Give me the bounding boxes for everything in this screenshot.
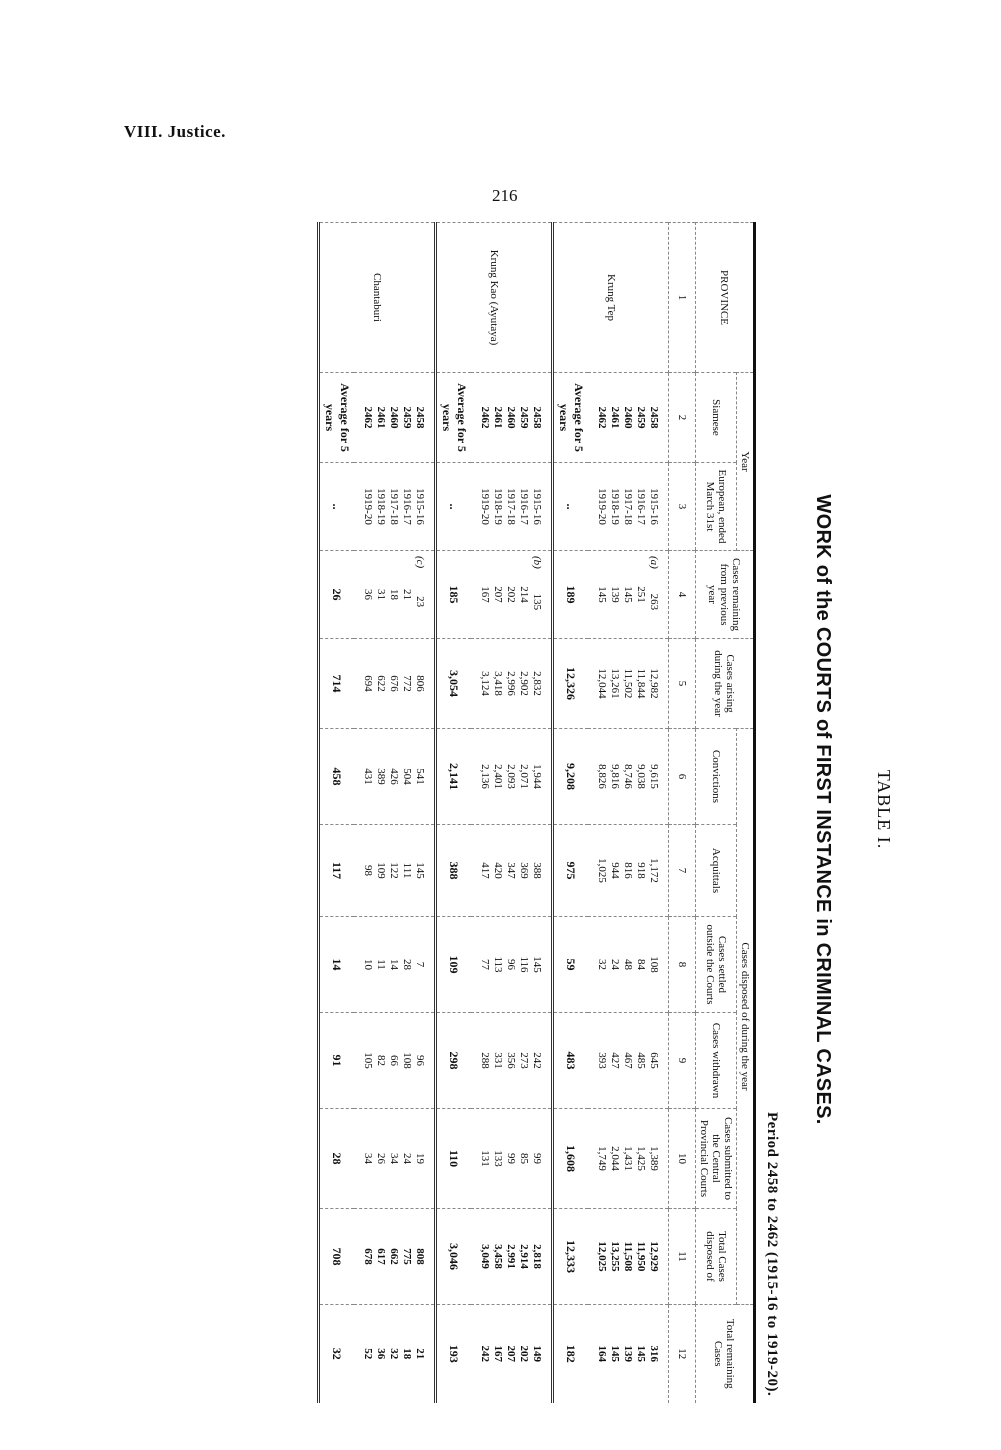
cell-value: 12,982 (648, 668, 661, 699)
cell-value: 11,508 (622, 1241, 635, 1272)
average-european: .. (318, 463, 354, 551)
cell-value: 113 (492, 956, 505, 973)
cell-value: 2459 (518, 406, 531, 429)
cell-value: 24 (401, 1153, 414, 1164)
cell-value: 645 (648, 1052, 661, 1069)
cell-total-remaining (588, 1305, 669, 1403)
header-arising: Cases arising during the year (695, 639, 754, 729)
cell-value: 96 (414, 1055, 427, 1066)
cell-value: 775 (401, 1248, 414, 1265)
cell-value: 99 (505, 1153, 518, 1164)
cell-total-remaining (471, 1305, 553, 1403)
cell-value: 1,749 (596, 1146, 609, 1171)
cell-value: 2459 (635, 406, 648, 429)
header-disposed-group: Cases disposed of during the year (736, 729, 754, 1305)
average-total-disposed: 12,333 (552, 1209, 588, 1305)
cell-value: 96 (505, 959, 518, 970)
cell-value: 77 (479, 959, 492, 970)
cell-value: 11,844 (635, 668, 648, 699)
cell-value: 34 (388, 1153, 401, 1164)
cell-value: 18 (401, 1348, 414, 1360)
average-arising: 12,326 (552, 639, 588, 729)
cell-value: 21 (401, 589, 414, 600)
cell-value: 32 (596, 959, 609, 970)
cell-value: 11,950 (635, 1241, 648, 1272)
cell-value: 2,818 (531, 1244, 544, 1269)
cell-value: 1917-18 (388, 488, 401, 525)
cell-value: 10 (362, 959, 375, 970)
cell-value: 2,071 (518, 764, 531, 789)
cell-siamese (354, 373, 436, 463)
criminal-cases-table (317, 222, 756, 1403)
average-convictions: 9,208 (552, 729, 588, 825)
cell-value: 145 (635, 1345, 648, 1363)
cell-value: 806 (414, 675, 427, 692)
average-row (552, 223, 588, 1403)
cell-value: 12,025 (596, 1241, 609, 1272)
cell-value: 417 (479, 862, 492, 879)
cell-value: 694 (362, 675, 375, 692)
cell-value: 1,425 (635, 1146, 648, 1171)
cell-value: 816 (622, 862, 635, 879)
cell-value: 467 (622, 1052, 635, 1069)
cell-value: 242 (479, 1345, 492, 1363)
cell-value: 116 (518, 956, 531, 973)
header-total-disposed: Total Cases disposed of (695, 1209, 736, 1305)
cell-value: 31 (375, 589, 388, 600)
cell-value: 331 (492, 1052, 505, 1069)
cell-value: 3,418 (492, 671, 505, 696)
cell-value: 678 (362, 1248, 375, 1265)
cell-value: 504 (401, 768, 414, 785)
cell-value: 3,458 (492, 1244, 505, 1269)
cell-value: 2,401 (492, 764, 505, 789)
cell-value: 105 (362, 1052, 375, 1069)
cell-value: 34 (362, 1153, 375, 1164)
cell-value: 3,049 (479, 1244, 492, 1269)
cell-value: 3,124 (479, 671, 492, 696)
cell-value: 1,025 (596, 858, 609, 883)
table-body (318, 223, 668, 1403)
cell-value: 1916-17 (401, 488, 414, 525)
cell-value: 109 (375, 862, 388, 879)
average-settled: 109 (435, 917, 471, 1013)
cell-settled (588, 917, 669, 1013)
cell-european (471, 463, 553, 551)
cell-value: 1915-16 (531, 488, 544, 525)
cell-value: 1918-19 (375, 488, 388, 525)
cell-remaining-prev (471, 551, 553, 639)
cell-value: 2461 (492, 406, 505, 429)
cell-arising (588, 639, 669, 729)
cell-value: 214 (518, 586, 531, 603)
cell-value: 273 (518, 1052, 531, 1069)
average-row (435, 223, 471, 1403)
cell-value: 427 (609, 1052, 622, 1069)
cell-value: 316 (648, 1345, 661, 1363)
header-total-remaining: Total remaining Cases (695, 1305, 754, 1403)
cell-remaining-prev (588, 551, 669, 639)
average-arising: 3,054 (435, 639, 471, 729)
table-row (354, 223, 436, 1403)
cell-remaining-prev (354, 551, 436, 639)
col-number: 1 (668, 223, 695, 373)
cell-value: 36 (362, 589, 375, 600)
cell-convictions (354, 729, 436, 825)
section-heading: VIII. Justice. (124, 122, 226, 141)
cell-value: 207 (505, 1345, 518, 1363)
cell-value: 207 (492, 586, 505, 603)
header-convictions: Convictions (695, 729, 736, 825)
cell-arising (354, 639, 436, 729)
cell-total-disposed (471, 1209, 553, 1305)
cell-value: 85 (518, 1153, 531, 1164)
cell-value: 202 (505, 586, 518, 603)
cell-submitted (471, 1109, 553, 1209)
cell-value: 66 (388, 1055, 401, 1066)
cell-settled (354, 917, 436, 1013)
cell-value: 288 (479, 1052, 492, 1069)
col-number: 11 (668, 1209, 695, 1305)
cell-value: 145 (622, 586, 635, 603)
cell-european (354, 463, 436, 551)
cell-value: 1916-17 (518, 488, 531, 525)
cell-value: 356 (505, 1052, 518, 1069)
cell-value: 1919-20 (362, 488, 375, 525)
col-number: 2 (668, 373, 695, 463)
average-acquittals: 975 (552, 825, 588, 917)
cell-value: 2,991 (505, 1244, 518, 1269)
header-settled: Cases settled outside the Courts (695, 917, 736, 1013)
cell-value: 1917-18 (505, 488, 518, 525)
cell-value: 1,431 (622, 1146, 635, 1171)
table-title: TABLE I. (874, 769, 894, 850)
average-total-disposed: 708 (318, 1209, 354, 1305)
table-row (588, 223, 669, 1403)
cell-value: 11 (375, 959, 388, 970)
cell-value: 21 (414, 1348, 427, 1360)
cell-value: 139 (622, 1345, 635, 1363)
average-withdrawn: 91 (318, 1013, 354, 1109)
cell-value: 84 (635, 959, 648, 970)
page-number: 216 (492, 186, 518, 205)
province-name: Chantaburi (318, 223, 435, 373)
cell-value: 2461 (609, 406, 622, 429)
cell-value: 12,044 (596, 668, 609, 699)
cell-value: 1919-20 (479, 488, 492, 525)
col-number: 8 (668, 917, 695, 1013)
header-european: European, ended March 31st (695, 463, 736, 551)
cell-value: 1918-19 (492, 488, 505, 525)
cell-value: 393 (596, 1052, 609, 1069)
cell-total-disposed (588, 1209, 669, 1305)
cell-withdrawn (471, 1013, 553, 1109)
col-number: 7 (668, 825, 695, 917)
col-number: 6 (668, 729, 695, 825)
average-remaining-prev: 189 (552, 551, 588, 639)
cell-value: 28 (401, 959, 414, 970)
cell-value: 2461 (375, 406, 388, 429)
cell-siamese (588, 373, 669, 463)
rotated-table-block (271, 212, 906, 1407)
cell-value: 2,902 (518, 671, 531, 696)
average-withdrawn: 483 (552, 1013, 588, 1109)
cell-value: 135 (531, 593, 544, 611)
cell-value: 1,389 (648, 1146, 661, 1171)
cell-value: 149 (531, 1345, 544, 1363)
cell-value: 2458 (648, 406, 661, 429)
cell-european (588, 463, 669, 551)
cell-value: 9,615 (648, 764, 661, 789)
cell-submitted (588, 1109, 669, 1209)
average-acquittals: 388 (435, 825, 471, 917)
cell-settled (471, 917, 553, 1013)
cell-value: 108 (401, 1052, 414, 1069)
cell-value: 1915-16 (648, 488, 661, 525)
cell-value: 24 (609, 959, 622, 970)
col-number: 12 (668, 1305, 695, 1403)
average-total-disposed: 3,046 (435, 1209, 471, 1305)
province-name: Krung Tep (552, 223, 668, 373)
header-row-1 (736, 223, 754, 1403)
cell-value: 145 (414, 862, 427, 879)
period-label: Period 2458 to 2462 (1915-16 to 1919-20). (764, 1112, 780, 1397)
average-label: Average for 5 years (435, 373, 471, 463)
cell-value: 52 (362, 1348, 375, 1360)
cell-value: 676 (388, 675, 401, 692)
header-withdrawn: Cases withdrawn (695, 1013, 736, 1109)
footnote-marker: (b) (531, 556, 544, 569)
cell-value: 131 (479, 1150, 492, 1167)
cell-total-remaining (354, 1305, 436, 1403)
average-settled: 59 (552, 917, 588, 1013)
cell-value: 242 (531, 1052, 544, 1069)
cell-value: 426 (388, 768, 401, 785)
cell-value: 1915-16 (414, 488, 427, 525)
cell-value: 420 (492, 862, 505, 879)
cell-value: 2,832 (531, 671, 544, 696)
cell-value: 1,944 (531, 764, 544, 789)
average-label: Average for 5 years (318, 373, 354, 463)
cell-value: 8,746 (622, 764, 635, 789)
cell-value: 1,172 (648, 858, 661, 883)
cell-value: 122 (388, 862, 401, 879)
header-remaining-prev: Cases remaining from previous year (695, 551, 754, 639)
average-european: .. (552, 463, 588, 551)
cell-value: 369 (518, 862, 531, 879)
header-row-2 (695, 223, 736, 1403)
average-total-remaining: 32 (318, 1305, 354, 1403)
cell-value: 98 (362, 865, 375, 876)
cell-value: 11,502 (622, 668, 635, 699)
cell-value: 2459 (401, 406, 414, 429)
cell-value: 13,255 (609, 1241, 622, 1272)
cell-value: 202 (518, 1345, 531, 1363)
cell-value: 2,136 (479, 764, 492, 789)
cell-submitted (354, 1109, 436, 1209)
cell-value: 347 (505, 862, 518, 879)
cell-convictions (471, 729, 553, 825)
cell-value: 1919-20 (596, 488, 609, 525)
cell-acquittals (471, 825, 553, 917)
col-number: 4 (668, 551, 695, 639)
average-convictions: 458 (318, 729, 354, 825)
cell-value: 2462 (479, 406, 492, 429)
cell-value: 145 (596, 586, 609, 603)
col-number: 9 (668, 1013, 695, 1109)
average-submitted: 1,608 (552, 1109, 588, 1209)
cell-value: 2,093 (505, 764, 518, 789)
cell-value: 108 (648, 956, 661, 973)
col-number: 5 (668, 639, 695, 729)
cell-value: 2,044 (609, 1146, 622, 1171)
table-subtitle: WORK of the COURTS of FIRST INSTANCE in CRIMINAL CASES. (812, 494, 834, 1125)
cell-value: 485 (635, 1052, 648, 1069)
cell-value: 145 (609, 1345, 622, 1363)
cell-value: 2,996 (505, 671, 518, 696)
cell-value: 389 (375, 768, 388, 785)
cell-value: 1918-19 (609, 488, 622, 525)
cell-value: 13,261 (609, 668, 622, 699)
average-submitted: 110 (435, 1109, 471, 1209)
cell-value: 167 (479, 586, 492, 603)
cell-value: 99 (531, 1153, 544, 1164)
cell-value: 617 (375, 1248, 388, 1265)
cell-acquittals (588, 825, 669, 917)
average-arising: 714 (318, 639, 354, 729)
cell-value: 2462 (362, 406, 375, 429)
cell-value: 1916-17 (635, 488, 648, 525)
average-label: Average for 5 years (552, 373, 588, 463)
col-number: 3 (668, 463, 695, 551)
header-submitted: Cases submitted to the Central Provincial Courts (695, 1109, 736, 1209)
cell-value: 19 (414, 1153, 427, 1164)
average-settled: 14 (318, 917, 354, 1013)
cell-value: 164 (596, 1345, 609, 1363)
cell-value: 541 (414, 768, 427, 785)
cell-value: 2460 (388, 406, 401, 429)
cell-value: 808 (414, 1248, 427, 1265)
cell-value: 2460 (505, 406, 518, 429)
cell-value: 48 (622, 959, 635, 970)
cell-convictions (588, 729, 669, 825)
cell-value: 431 (362, 768, 375, 785)
average-remaining-prev: 26 (318, 551, 354, 639)
cell-value: 36 (375, 1348, 388, 1360)
cell-withdrawn (588, 1013, 669, 1109)
header-province: PROVINCE (695, 223, 754, 373)
cell-value: 23 (414, 596, 427, 608)
cell-value: 7 (414, 961, 427, 968)
cell-value: 251 (635, 586, 648, 603)
cell-value: 1917-18 (622, 488, 635, 525)
average-remaining-prev: 185 (435, 551, 471, 639)
average-submitted: 28 (318, 1109, 354, 1209)
average-european: .. (435, 463, 471, 551)
cell-value: 772 (401, 675, 414, 692)
cell-value: 111 (401, 862, 414, 879)
footnote-marker: (a) (648, 556, 661, 569)
cell-value: 918 (635, 862, 648, 879)
cell-value: 26 (375, 1153, 388, 1164)
cell-value: 9,816 (609, 764, 622, 789)
cell-value: 263 (648, 593, 661, 611)
cell-value: 8,826 (596, 764, 609, 789)
cell-value: 139 (609, 586, 622, 603)
column-number-row (668, 223, 695, 1403)
cell-value: 167 (492, 1345, 505, 1363)
cell-value: 622 (375, 675, 388, 692)
cell-value: 18 (388, 589, 401, 600)
cell-value: 12,929 (648, 1241, 661, 1272)
average-total-remaining: 193 (435, 1305, 471, 1403)
average-convictions: 2,141 (435, 729, 471, 825)
cell-arising (471, 639, 553, 729)
province-name: Krung Kao (Ayutaya) (435, 223, 552, 373)
average-acquittals: 117 (318, 825, 354, 917)
cell-value: 82 (375, 1055, 388, 1066)
footnote-marker: (c) (414, 556, 427, 569)
cell-value: 944 (609, 862, 622, 879)
cell-value: 2,914 (518, 1244, 531, 1269)
cell-value: 14 (388, 959, 401, 970)
cell-value: 2462 (596, 406, 609, 429)
cell-acquittals (354, 825, 436, 917)
cell-value: 133 (492, 1150, 505, 1167)
cell-value: 145 (531, 956, 544, 973)
header-acquittals: Acquittals (695, 825, 736, 917)
cell-value: 2460 (622, 406, 635, 429)
table-row (471, 223, 553, 1403)
cell-siamese (471, 373, 553, 463)
header-siamese: Siamese (695, 373, 736, 463)
average-total-remaining: 182 (552, 1305, 588, 1403)
col-number: 10 (668, 1109, 695, 1209)
cell-value: 32 (388, 1348, 401, 1360)
cell-value: 2458 (414, 406, 427, 429)
cell-withdrawn (354, 1013, 436, 1109)
header-year: Year (736, 373, 754, 551)
cell-total-disposed (354, 1209, 436, 1305)
cell-value: 662 (388, 1248, 401, 1265)
cell-value: 2458 (531, 406, 544, 429)
cell-value: 388 (531, 862, 544, 879)
average-row (318, 223, 354, 1403)
average-withdrawn: 298 (435, 1013, 471, 1109)
cell-value: 9,038 (635, 764, 648, 789)
